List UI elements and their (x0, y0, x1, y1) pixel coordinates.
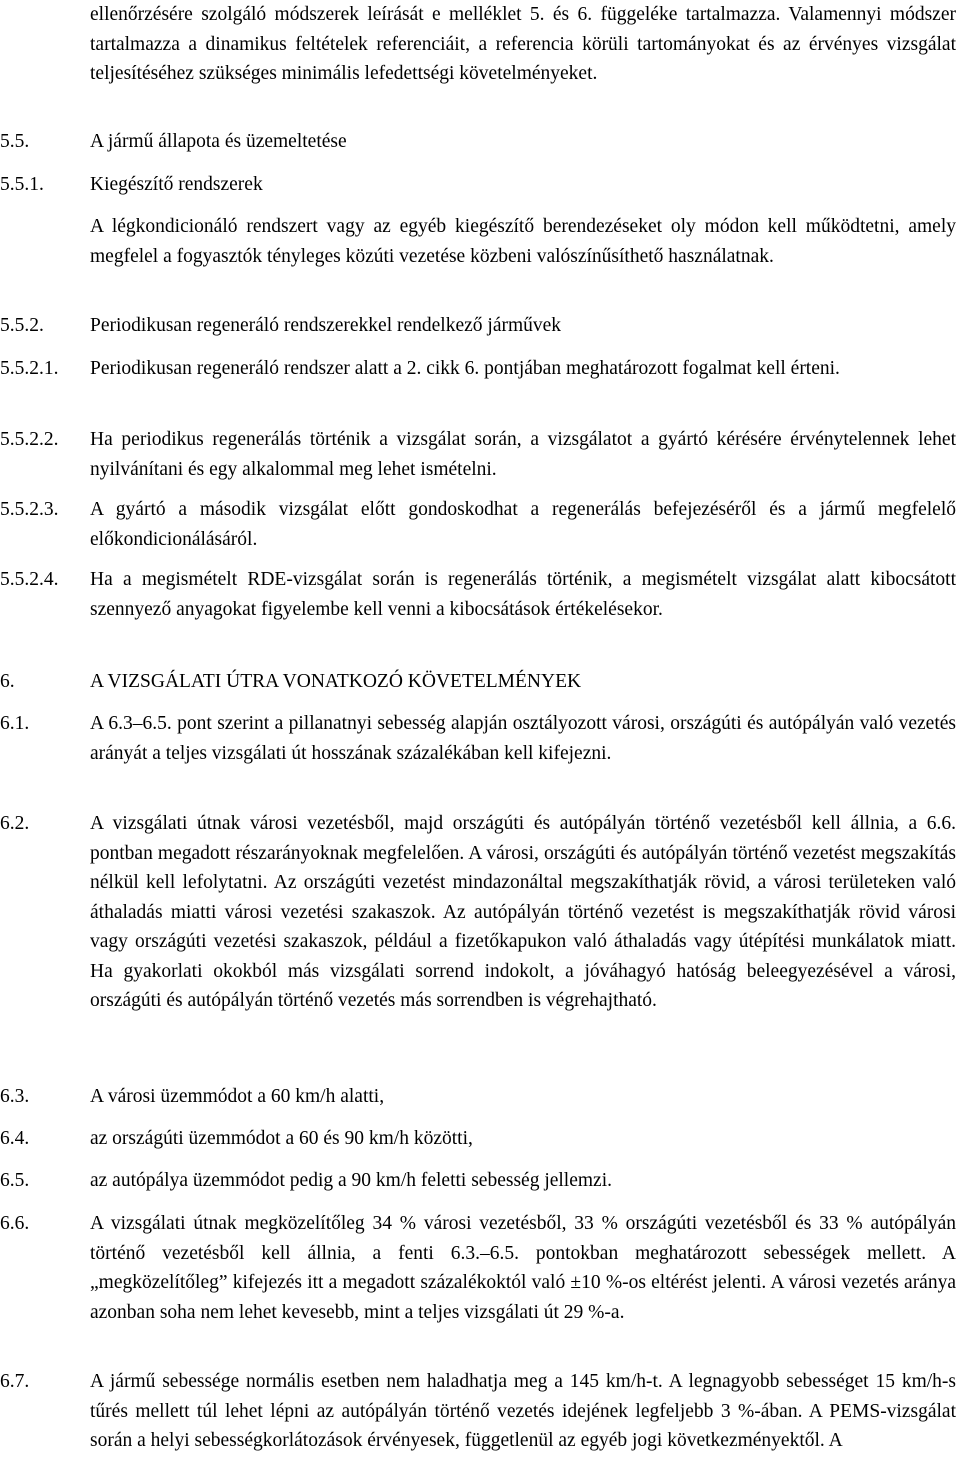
clause-text: A vizsgálati útnak városi vezetésből, majd országúti és autópályán történő vezetésből kell állnia, a 6.6. pontban megadott részarányoknak megfelelően. A városi, országúti és autópályán történő vezetést megszakítás nélkül kell lefolytatni. Az országúti vezetést mindazonáltal megszakíthatják rövid, a városi területeken való áthaladás miatti városi vezetési szakaszok. Az autópályán történő vezetést is megszakíthatják rövid városi vagy országúti vezetési szakaszok, például a fizetőkapukon való áthaladás vagy útépítési munkálatok miatt. Ha gyakorlati okokból más vizsgálati sorrend indokolt, a jóváhagyó hatóság beleegyezésével a városi, országúti és autópályán történő vezetés más sorrendben is végrehajtható. (90, 813, 956, 1011)
clause-text: Ha a megismételt RDE-vizsgálat során is regenerálás történik, a megismételt vizsgálat alatt kibocsátott szennyező anyagokat figyelembe kell venni a kibocsátások értékelésekor. (90, 569, 956, 620)
section-number: 6.7. (0, 1371, 30, 1392)
clause-text: Periodikusan regeneráló rendszer alatt a 2. cikk 6. pontjában meghatározott fogalmat kell érteni. (90, 358, 840, 379)
clause-text: A városi üzemmódot a 60 km/h alatti, (90, 1086, 385, 1107)
clause-text: az országúti üzemmódot a 60 és 90 km/h közötti, (90, 1128, 473, 1149)
clause-text: A gyártó a második vizsgálat előtt gondoskodhat a regenerálás befejezéséről és a jármű megfelelő előkondicionálásáról. (90, 499, 956, 550)
section-number: 5.5. (0, 131, 30, 152)
section-number: 5.5.2.4. (0, 569, 59, 590)
section-number: 6. (0, 671, 15, 692)
paragraph-auxiliary-systems: A légkondicionáló rendszert vagy az egyéb kiegészítő berendezéseket oly módon kell működtetni, amely megfelel a fogyasztók tényleges közúti vezetése közbeni valószínűsíthető használatnak. (90, 216, 956, 267)
section-title: A VIZSGÁLATI ÚTRA VONATKOZÓ KÖVETELMÉNYEK (90, 671, 582, 692)
section-number: 6.5. (0, 1170, 30, 1191)
clause-text: A jármű sebessége normális esetben nem haladhatja meg a 145 km/h-t. A legnagyobb sebességet 15 km/h-s tűrés mellett túl lehet lépni az autópályán történő vezetés idejének legfeljebb 3 %-ában. A PEMS-vizsgálat során a helyi sebességkorlátozások érvényesek, függetlenül az egyéb jogi következményektől. A (90, 1371, 956, 1451)
section-number: 6.3. (0, 1086, 30, 1107)
section-title: Kiegészítő rendszerek (90, 174, 263, 195)
section-number: 5.5.2.1. (0, 358, 59, 379)
clause-text: Ha periodikus regenerálás történik a vizsgálat során, a vizsgálatot a gyártó kérésére érvénytelennek lehet nyilvánítani és egy alkalommal meg lehet ismételni. (90, 429, 956, 480)
section-number: 6.1. (0, 713, 30, 734)
section-title: A jármű állapota és üzemeltetése (90, 131, 347, 152)
clause-text: az autópálya üzemmódot pedig a 90 km/h feletti sebesség jellemzi. (90, 1170, 612, 1191)
intro-paragraph: ellenőrzésére szolgáló módszerek leírását e melléklet 5. és 6. függeléke tartalmazza. Valamennyi módszer tartalmazza a dinamikus feltételek referenciáit, a referencia körüli tartományokat és az érvényes vizsgálat teljesítéséhez szükséges minimális lefedettségi követelményeket. (90, 4, 956, 84)
section-number: 5.5.2.2. (0, 429, 59, 450)
section-number: 5.5.2.3. (0, 499, 59, 520)
section-number: 5.5.1. (0, 174, 44, 195)
section-number: 5.5.2. (0, 315, 44, 336)
section-number: 6.4. (0, 1128, 30, 1149)
clause-text: A 6.3–6.5. pont szerint a pillanatnyi sebesség alapján osztályozott városi, országúti és autópályán való vezetés arányát a teljes vizsgálati út hosszának százalékában kell kifejezni. (90, 713, 956, 764)
clause-text: A vizsgálati útnak megközelítőleg 34 % városi vezetésből, 33 % országúti vezetésből és 33 % autópályán történő vezetésből kell állnia, a fenti 6.3.–6.5. pontokban meghatározott sebességek mellett. A „megközelítőleg” kifejezés itt a megadott százalékoktól való ±10 %-os eltérést jelenti. A városi vezetés aránya azonban soha nem lehet kevesebb, mint a teljes vizsgálati út 29 %-a. (90, 1213, 956, 1323)
section-number: 6.6. (0, 1213, 30, 1234)
section-number: 6.2. (0, 813, 30, 834)
section-title: Periodikusan regeneráló rendszerekkel rendelkező járművek (90, 315, 562, 336)
